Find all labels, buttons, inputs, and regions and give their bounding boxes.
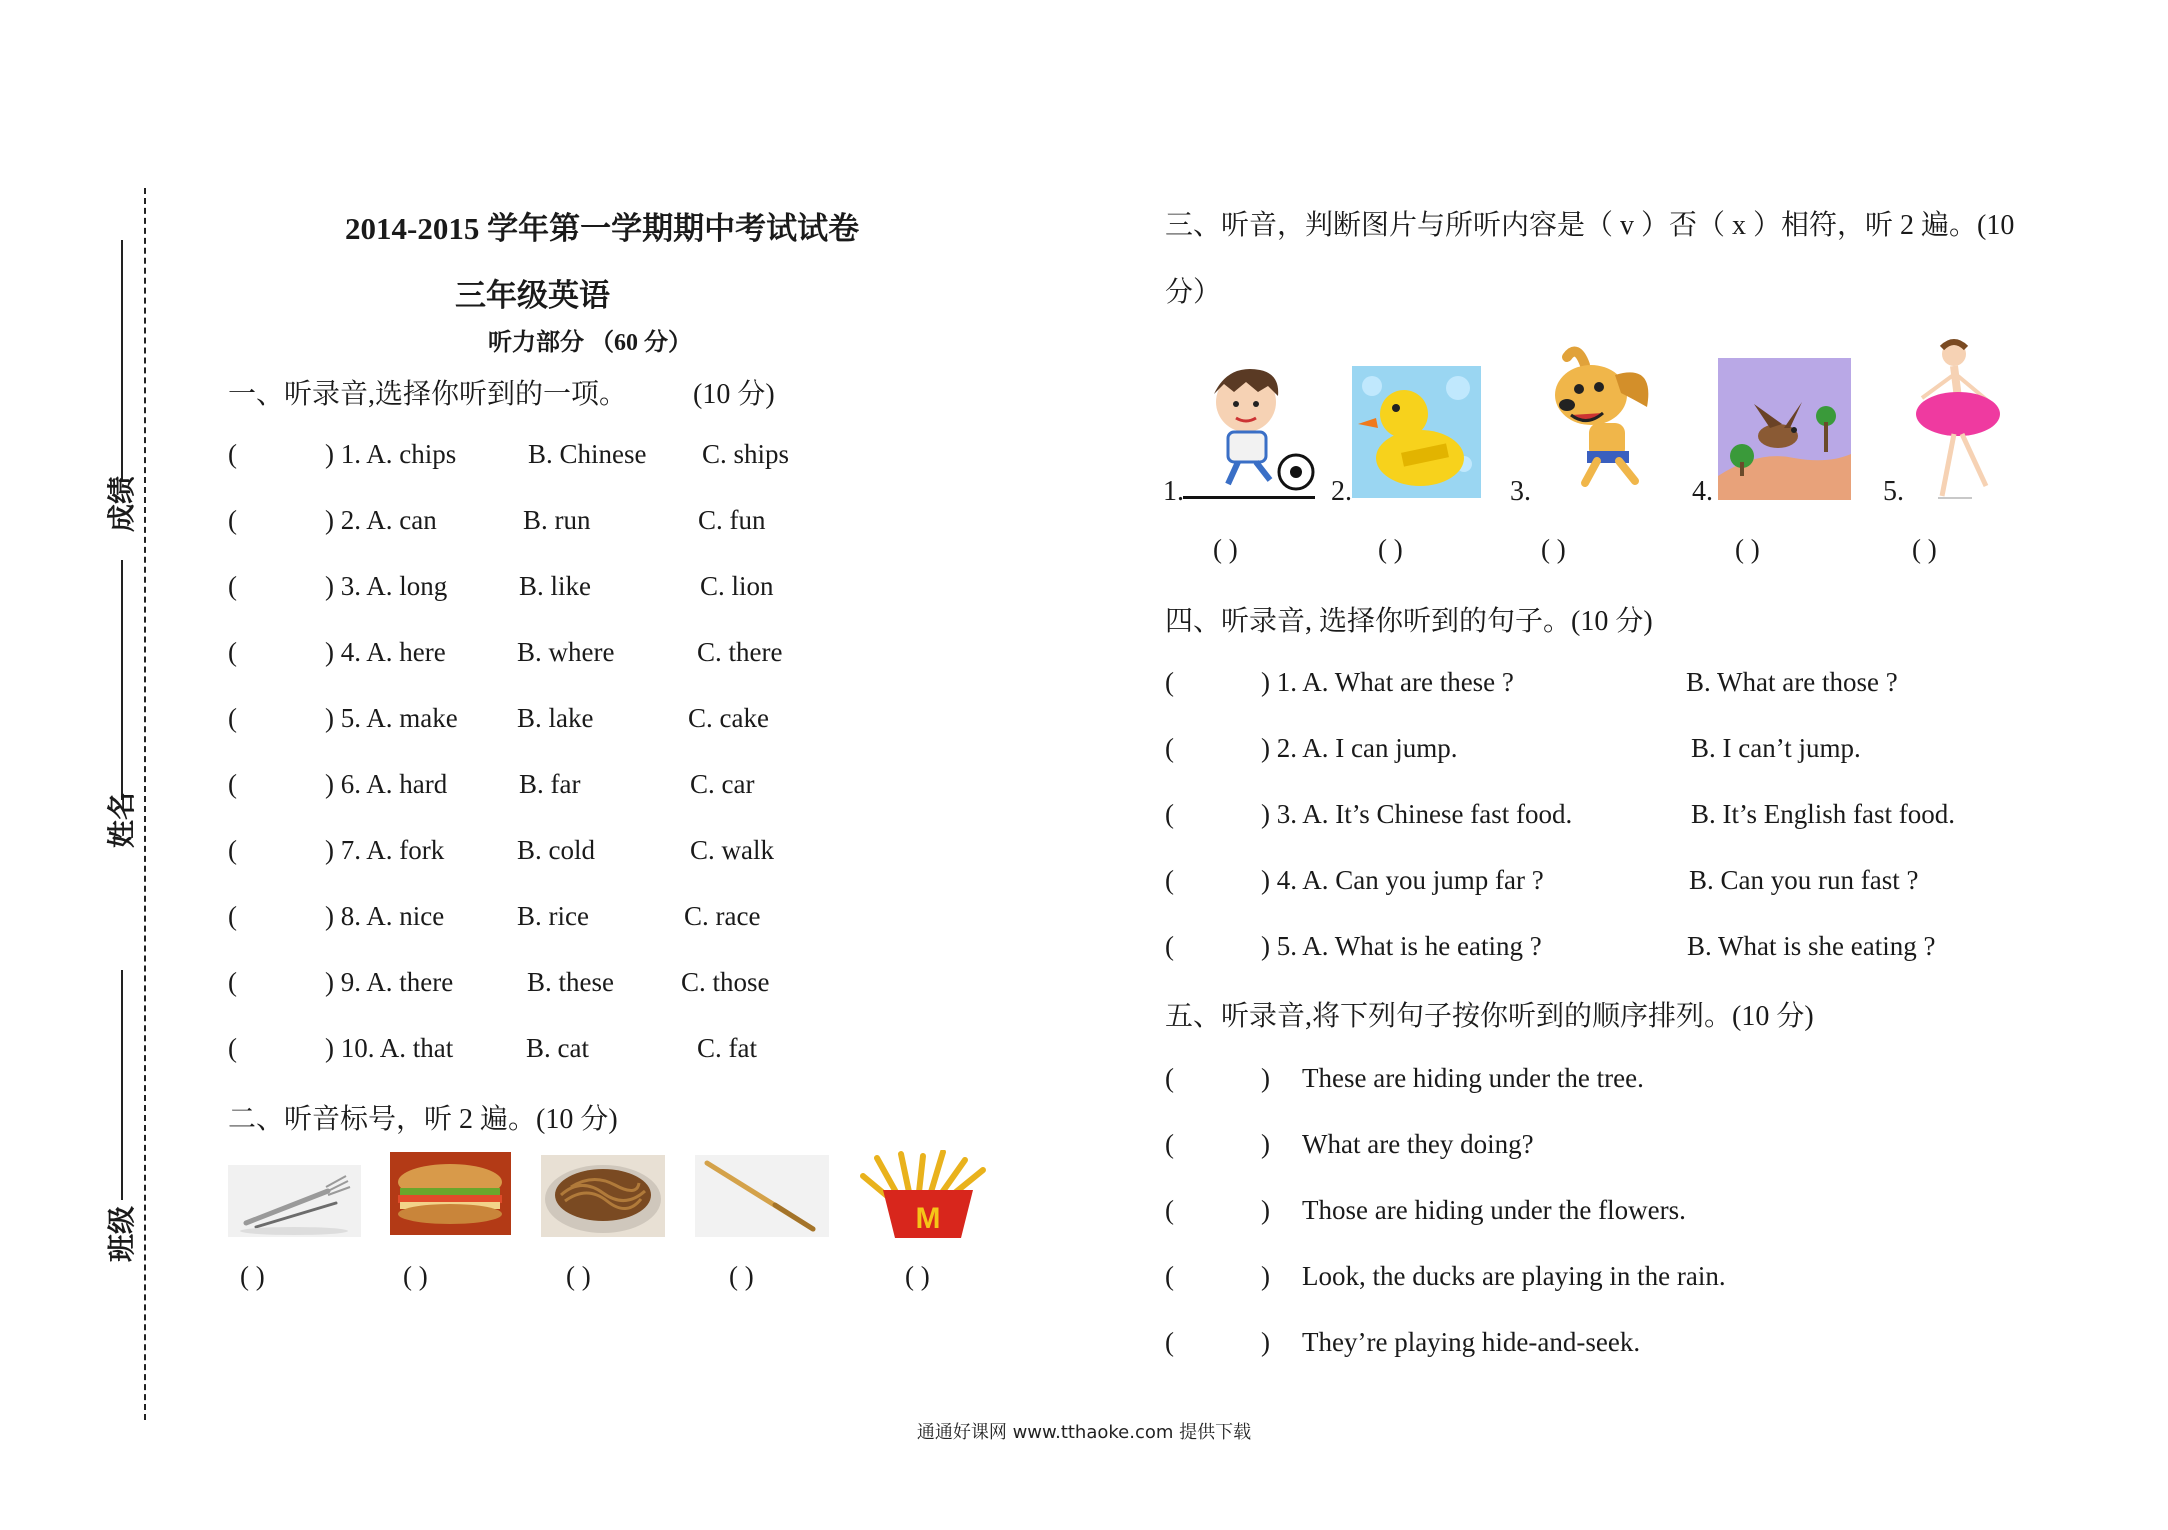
class-label: 班级 [105, 1206, 138, 1263]
sentence-text: Look, the ducks are playing in the rain. [1302, 1261, 1726, 1291]
chopstick-icon [695, 1155, 829, 1237]
item-option-c: C. ships [702, 439, 790, 469]
list-item [1165, 1261, 1726, 1292]
item-option-c: C. lion [700, 571, 774, 601]
item-option-a: ) 8. A. nice [325, 901, 445, 931]
answer-open-paren: ( [1165, 667, 1174, 697]
list-item [228, 571, 774, 602]
answer-open-paren: ( [228, 769, 237, 799]
list-item [228, 967, 770, 998]
item-option-b: B. lake [517, 703, 594, 733]
list-item [228, 439, 790, 470]
binding-dashed-line [144, 188, 146, 1420]
underline [1183, 496, 1315, 499]
part1-heading: 一、听录音,选择你听到的一项。 [228, 379, 628, 410]
list-item [228, 505, 766, 536]
item-option-b: B. What is she eating ? [1687, 931, 1936, 961]
answer-close-paren: ) [1261, 1063, 1270, 1093]
part4-heading: 四、听录音, 选择你听到的句子。(10 分) [1165, 606, 1653, 637]
item-option-a: ) 10. A. that [325, 1033, 454, 1063]
footer-text: 通通好课网 www.tthaoke.com 提供下载 [916, 1422, 1252, 1443]
answer-open-paren: ( [228, 703, 237, 733]
answer-paren[interactable]: ( ) [905, 1261, 930, 1291]
answer-paren[interactable]: ( ) [1912, 534, 1937, 564]
answer-close-paren: ) [1261, 1327, 1270, 1357]
picture-number: 1. [1163, 476, 1184, 507]
picture-number: 3. [1510, 476, 1531, 507]
list-item [1165, 1327, 1641, 1358]
answer-open-paren: ( [228, 901, 237, 931]
item-option-b: B. like [519, 571, 591, 601]
picture-number: 5. [1883, 476, 1904, 507]
list-item [1165, 799, 1955, 830]
item-option-c: C. walk [690, 835, 774, 865]
item-option-b: B. Chinese [528, 439, 647, 469]
list-item [1165, 1063, 1644, 1094]
answer-paren[interactable]: ( ) [403, 1261, 428, 1291]
answer-open-paren: ( [228, 835, 237, 865]
answer-open-paren: ( [1165, 1195, 1174, 1225]
item-option-a: ) 2. A. can [325, 505, 437, 535]
answer-paren[interactable]: ( ) [729, 1261, 754, 1291]
list-item [1165, 733, 1861, 764]
sandwich-icon [390, 1152, 511, 1235]
class-fill-line [121, 970, 123, 1200]
exam-title: 2014-2015 学年第一学期期中考试试卷 [345, 211, 860, 246]
item-option-a: ) 3. A. long [325, 571, 448, 601]
answer-paren[interactable]: ( ) [566, 1261, 591, 1291]
fries-icon [857, 1150, 999, 1238]
section-title: 听力部分 （60 分） [488, 330, 692, 356]
list-item [1165, 667, 1898, 698]
duck-icon [1352, 366, 1481, 498]
picture-number: 2. [1331, 476, 1352, 507]
dancer-icon [1902, 336, 2012, 504]
item-option-b: B. far [519, 769, 581, 799]
part1-points: (10 分) [693, 379, 775, 410]
answer-paren[interactable]: ( ) [240, 1261, 265, 1291]
answer-close-paren: ) [1261, 1261, 1270, 1291]
answer-close-paren: ) [1261, 1195, 1270, 1225]
part2-heading: 二、听音标号，听 2 遍。(10 分) [228, 1104, 618, 1135]
item-option-b: B. cat [526, 1033, 589, 1063]
list-item [228, 835, 774, 866]
answer-open-paren: ( [1165, 1129, 1174, 1159]
answer-open-paren: ( [1165, 1261, 1174, 1291]
part3-heading: 三、听音，判断图片与所听内容是（ v ）否（ x ）相符，听 2 遍。(10 [1165, 210, 2015, 241]
item-option-b: B. cold [517, 835, 595, 865]
sentence-text: Those are hiding under the flowers. [1302, 1195, 1686, 1225]
answer-close-paren: ) [1261, 1129, 1270, 1159]
part3-heading-cont: 分） [1165, 277, 1222, 308]
answer-open-paren: ( [228, 967, 237, 997]
item-option-b: B. where [517, 637, 615, 667]
answer-open-paren: ( [228, 1033, 237, 1063]
list-item [228, 703, 769, 734]
item-option-a: ) 1. A. What are these ? [1261, 667, 1514, 697]
list-item [228, 901, 761, 932]
item-option-c: C. those [681, 967, 770, 997]
item-option-b: B. Can you run fast ? [1689, 865, 1919, 895]
list-item [1165, 865, 1919, 896]
item-option-c: C. fun [698, 505, 766, 535]
picture-number: 4. [1692, 476, 1713, 507]
score-label: 成绩 [105, 476, 138, 533]
item-option-c: C. there [697, 637, 783, 667]
name-label: 姓名 [105, 792, 138, 849]
list-item [1165, 931, 1936, 962]
item-option-a: ) 6. A. hard [325, 769, 448, 799]
answer-paren[interactable]: ( ) [1541, 534, 1566, 564]
answer-open-paren: ( [1165, 931, 1174, 961]
item-option-a: ) 5. A. What is he eating ? [1261, 931, 1542, 961]
list-item [1165, 1195, 1686, 1226]
answer-open-paren: ( [1165, 733, 1174, 763]
answer-open-paren: ( [228, 571, 237, 601]
score-fill-line [121, 240, 123, 480]
answer-open-paren: ( [1165, 1327, 1174, 1357]
list-item [1165, 1129, 1534, 1160]
answer-open-paren: ( [1165, 799, 1174, 829]
list-item [228, 769, 755, 800]
item-option-c: C. race [684, 901, 761, 931]
answer-open-paren: ( [228, 439, 237, 469]
item-option-b: B. What are those ? [1686, 667, 1898, 697]
item-option-c: C. car [690, 769, 755, 799]
svg-text:M: M [915, 1202, 941, 1235]
dog-icon [1537, 343, 1667, 489]
answer-paren[interactable]: ( ) [1378, 534, 1403, 564]
item-option-b: B. rice [517, 901, 589, 931]
bird-icon [1718, 358, 1851, 500]
fork-icon [228, 1165, 361, 1237]
item-option-a: ) 4. A. Can you jump far ? [1261, 865, 1544, 895]
boy-football-icon [1188, 360, 1318, 494]
item-option-a: ) 2. A. I can jump. [1261, 733, 1458, 763]
list-item [228, 637, 783, 668]
exam-subject: 三年级英语 [455, 278, 610, 313]
name-fill-line [121, 560, 123, 800]
item-option-a: ) 5. A. make [325, 703, 458, 733]
item-option-a: ) 4. A. here [325, 637, 446, 667]
sentence-text: What are they doing? [1302, 1129, 1534, 1159]
item-option-b: B. run [523, 505, 591, 535]
answer-open-paren: ( [1165, 865, 1174, 895]
sentence-text: They’re playing hide-and-seek. [1302, 1327, 1641, 1357]
list-item [228, 1033, 757, 1064]
answer-paren[interactable]: ( ) [1735, 534, 1760, 564]
sentence-text: These are hiding under the tree. [1302, 1063, 1644, 1093]
answer-open-paren: ( [228, 505, 237, 535]
item-option-b: B. It’s English fast food. [1691, 799, 1955, 829]
item-option-c: C. fat [697, 1033, 757, 1063]
item-option-a: ) 7. A. fork [325, 835, 445, 865]
item-option-a: ) 3. A. It’s Chinese fast food. [1261, 799, 1573, 829]
noodles-icon [541, 1155, 665, 1237]
item-option-b: B. I can’t jump. [1691, 733, 1861, 763]
part5-heading: 五、听录音,将下列句子按你听到的顺序排列。(10 分) [1165, 1001, 1814, 1032]
answer-open-paren: ( [1165, 1063, 1174, 1093]
item-option-a: ) 9. A. there [325, 967, 454, 997]
answer-open-paren: ( [228, 637, 237, 667]
answer-paren[interactable]: ( ) [1213, 534, 1238, 564]
item-option-c: C. cake [688, 703, 769, 733]
item-option-a: ) 1. A. chips [325, 439, 457, 469]
item-option-b: B. these [527, 967, 614, 997]
